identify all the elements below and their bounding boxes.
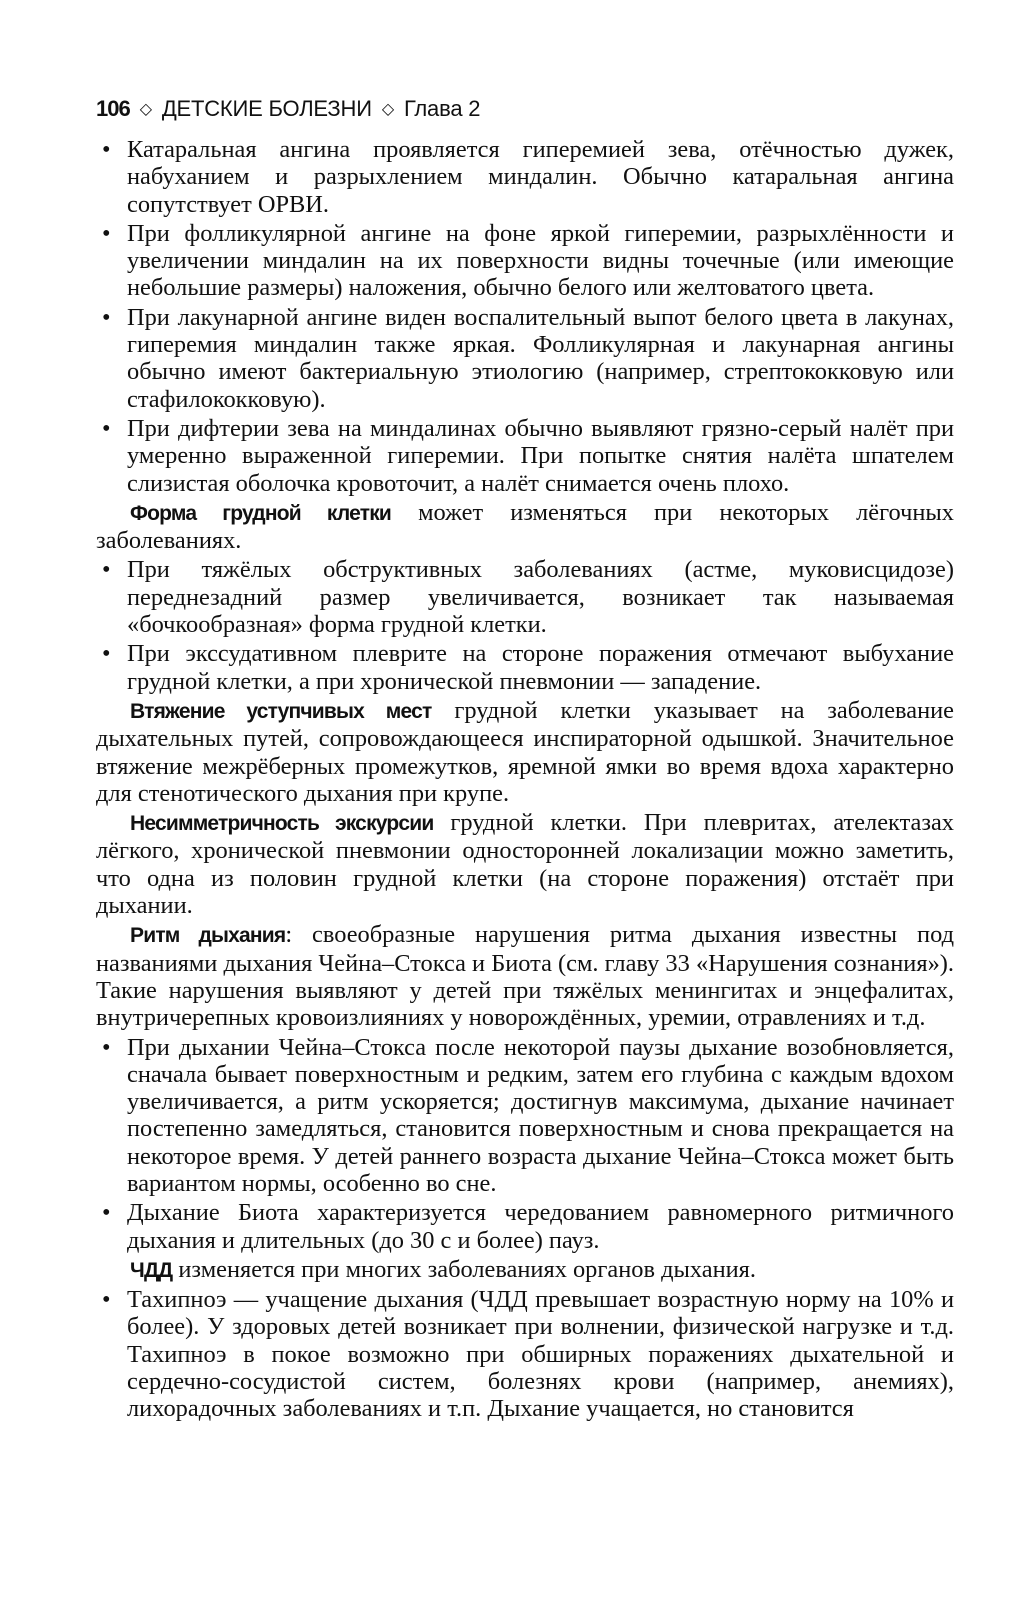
rate-list: [96, 1286, 954, 1422]
list-item: • При экссудативном плеврите на стороне поражения отмечают выбухание грудной клетки, а при хронической пневмонии — западение.: [96, 640, 954, 695]
retraction-paragraph: Втяжение уступчивых мест грудной клетки указывает на заболевание дыхательных путей, сопровождающееся инспираторной одышкой. Значительное втяжение межрёберных промежутков, яремной ямки во время вдоха характерно для стенотического дыхания при крупе.: [96, 696, 954, 807]
list-item: • При лакунарной ангине виден воспалительный выпот белого цвета в лакунах, гиперемия миндалин также яркая. Фолликулярная и лакунарная ангины обычно имеют бактериальную этиологию (например, стрептококковую или стафилококковую).: [96, 304, 954, 413]
list-item: • При фолликулярной ангине на фоне яркой гиперемии, разрыхлённости и увеличении миндалин на их поверхности видны точечные (или имеющие небольшие размеры) наложения, обычно белого или желтоватого цвета.: [96, 220, 954, 302]
list-item: • Дыхание Биота характеризуется чередованием равномерного ритмичного дыхания и длительных (до 30 с и более) пауз.: [96, 1199, 954, 1254]
term-retraction: Втяжение уступчивых мест: [130, 699, 432, 723]
body-text: [96, 136, 954, 1423]
page-number: 106: [96, 96, 130, 121]
diamond-separator-icon: ◇: [139, 101, 152, 118]
list-item: • При дыхании Чейна–Стокса после некоторой паузы дыхание возобновляется, сначала бывает поверхностным и редким, затем его глубина с каждым вдохом увеличивается, а ритм ускоряется; достигнув максимума, дыхание начинает постепенно замедляться, становится поверхностным и снова прекращается на некоторое время. У детей раннего возраста дыхание Чейна–Стокса может быть вариантом нормы, особенно во сне.: [96, 1034, 954, 1198]
chest-shape-list: [96, 556, 954, 694]
term-rhythm: Ритм дыхания: [130, 924, 286, 948]
chest-shape-paragraph: Форма грудной клетки может изменяться при некоторых лёгочных заболеваниях.: [96, 498, 954, 555]
rhythm-paragraph: Ритм дыхания: своеобразные нарушения ритма дыхания известны под названиями дыхания Чейна–Стокса и Биота (см. главу 33 «Нарушения сознания»). Такие нарушения выявляют у детей при тяжёлых менингитах и энцефалитах, внутричерепных кровоизлияниях у новорождённых, уремии, отравлениях и т.д.: [96, 921, 954, 1032]
chapter-label: Глава 2: [403, 96, 481, 121]
list-item: • Тахипноэ — учащение дыхания (ЧДД превышает возрастную норму на 10% и более). У здоровых детей возникает при волнении, физической нагрузке и т.д. Тахипноэ в покое возможно при обширных поражениях дыхательной и сердечно-сосудистой систем, болезнях крови (например, анемиях), лихорадочных заболеваниях и т.п. Дыхание учащается, но становится: [96, 1286, 954, 1422]
rate-paragraph: ЧДД изменяется при многих заболеваниях органов дыхания.: [130, 1255, 756, 1283]
term-asymmetry: Несимметричность экскурсии: [130, 812, 434, 836]
diamond-separator-icon: ◇: [381, 101, 394, 118]
tonsillitis-list: [96, 136, 954, 497]
list-item: • Катаральная ангина проявляется гиперемией зева, отёчностью дужек, набуханием и разрыхлением миндалин. Обычно катаральная ангина сопутствует ОРВИ.: [96, 136, 954, 218]
book-title: ДЕТСКИЕ БОЛЕЗНИ: [161, 96, 372, 121]
term-chest-shape: Форма грудной клетки: [130, 501, 392, 525]
asymmetry-paragraph: Несимметричность экскурсии грудной клетки. При плевритах, ателектазах лёгкого, хронической пневмонии односторонней локализации можно заметить, что одна из половин грудной клетки (на стороне поражения) отстаёт при дыхании.: [96, 809, 955, 920]
term-rate: ЧДД: [130, 1258, 173, 1282]
running-head: [96, 94, 954, 124]
book-page: [96, 94, 954, 1425]
list-item: • При дифтерии зева на миндалинах обычно выявляют грязно-серый налёт при умеренно выраженной гиперемии. При попытке снятия налёта шпателем слизистая оболочка кровоточит, а налёт снимается очень плохо.: [96, 415, 954, 497]
list-item: • При тяжёлых обструктивных заболеваниях (астме, муковисцидозе) переднезадний размер увеличивается, возникает так называемая «бочкообразная» форма грудной клетки.: [96, 556, 954, 638]
rhythm-list: [96, 1034, 954, 1254]
